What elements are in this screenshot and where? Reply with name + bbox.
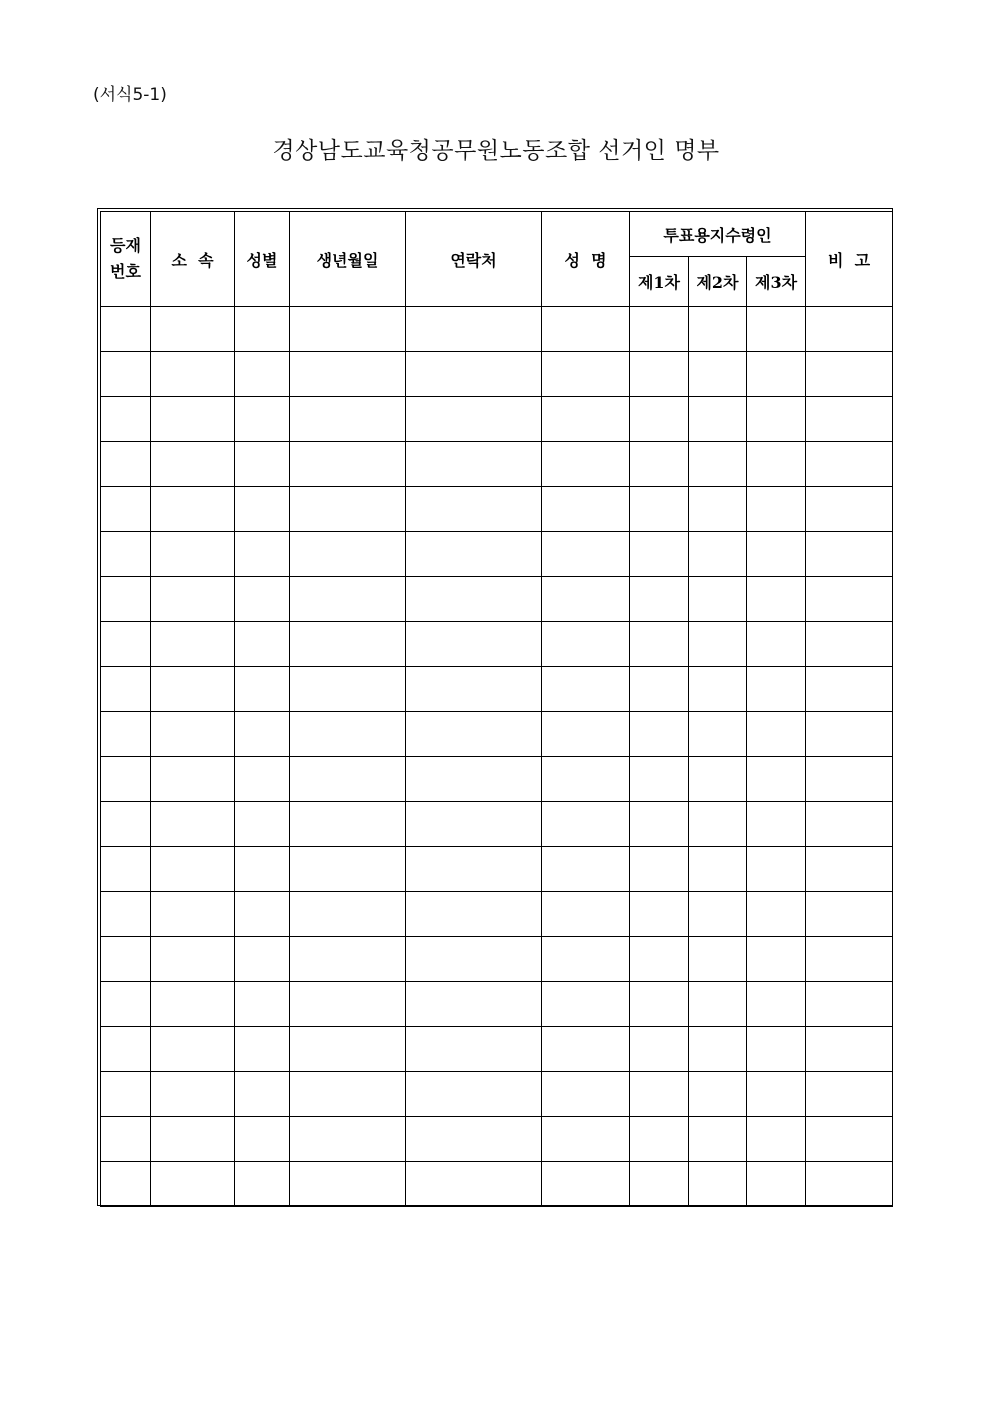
cell-affiliation[interactable]	[151, 1027, 235, 1072]
cell-gender[interactable]	[235, 352, 290, 397]
cell-round-1[interactable]	[630, 1162, 689, 1207]
cell-round-3[interactable]	[747, 802, 806, 847]
cell-round-3[interactable]	[747, 532, 806, 577]
cell-remarks[interactable]	[806, 712, 893, 757]
cell-gender[interactable]	[235, 442, 290, 487]
cell-round-1[interactable]	[630, 577, 689, 622]
cell-birth-date[interactable]	[290, 1027, 406, 1072]
cell-round-2[interactable]	[689, 532, 747, 577]
cell-round-1[interactable]	[630, 307, 689, 352]
cell-round-1[interactable]	[630, 622, 689, 667]
header-contact: 연락처	[406, 212, 542, 307]
header-affiliation: 소 속	[151, 212, 235, 307]
cell-round-2[interactable]	[689, 847, 747, 892]
cell-round-2[interactable]	[689, 397, 747, 442]
cell-round-1[interactable]	[630, 892, 689, 937]
cell-round-1[interactable]	[630, 802, 689, 847]
cell-name[interactable]	[542, 352, 630, 397]
cell-birth-date[interactable]	[290, 937, 406, 982]
cell-round-3[interactable]	[747, 397, 806, 442]
cell-birth-date[interactable]	[290, 577, 406, 622]
table-row	[101, 1027, 893, 1072]
cell-birth-date[interactable]	[290, 667, 406, 712]
cell-round-1[interactable]	[630, 847, 689, 892]
cell-name[interactable]	[542, 712, 630, 757]
cell-contact[interactable]	[406, 1117, 542, 1162]
table-row	[101, 757, 893, 802]
cell-affiliation[interactable]	[151, 757, 235, 802]
cell-contact[interactable]	[406, 577, 542, 622]
cell-round-2[interactable]	[689, 937, 747, 982]
cell-reg-no[interactable]	[101, 1072, 151, 1117]
cell-gender[interactable]	[235, 1072, 290, 1117]
header-gender: 성별	[235, 212, 290, 307]
table-row	[101, 1117, 893, 1162]
cell-remarks[interactable]	[806, 757, 893, 802]
form-code: (서식5-1)	[93, 85, 167, 105]
cell-gender[interactable]	[235, 532, 290, 577]
cell-affiliation[interactable]	[151, 352, 235, 397]
cell-affiliation[interactable]	[151, 982, 235, 1027]
cell-affiliation[interactable]	[151, 532, 235, 577]
cell-name[interactable]	[542, 1027, 630, 1072]
cell-remarks[interactable]	[806, 307, 893, 352]
cell-birth-date[interactable]	[290, 712, 406, 757]
cell-contact[interactable]	[406, 667, 542, 712]
cell-gender[interactable]	[235, 622, 290, 667]
cell-round-3[interactable]	[747, 667, 806, 712]
cell-round-3[interactable]	[747, 1117, 806, 1162]
cell-reg-no[interactable]	[101, 802, 151, 847]
table-row	[101, 847, 893, 892]
cell-round-1[interactable]	[630, 1072, 689, 1117]
table-row	[101, 577, 893, 622]
cell-gender[interactable]	[235, 1162, 290, 1207]
cell-round-1[interactable]	[630, 1117, 689, 1162]
cell-gender[interactable]	[235, 1027, 290, 1072]
cell-gender[interactable]	[235, 667, 290, 712]
cell-affiliation[interactable]	[151, 802, 235, 847]
cell-remarks[interactable]	[806, 577, 893, 622]
cell-name[interactable]	[542, 757, 630, 802]
cell-gender[interactable]	[235, 802, 290, 847]
cell-affiliation[interactable]	[151, 847, 235, 892]
cell-birth-date[interactable]	[290, 757, 406, 802]
cell-round-3[interactable]	[747, 982, 806, 1027]
cell-remarks[interactable]	[806, 982, 893, 1027]
header-row	[101, 212, 893, 257]
cell-affiliation[interactable]	[151, 1072, 235, 1117]
cell-affiliation[interactable]	[151, 487, 235, 532]
cell-round-1[interactable]	[630, 982, 689, 1027]
cell-birth-date[interactable]	[290, 442, 406, 487]
cell-name[interactable]	[542, 847, 630, 892]
cell-birth-date[interactable]	[290, 352, 406, 397]
cell-birth-date[interactable]	[290, 1162, 406, 1207]
cell-round-2[interactable]	[689, 352, 747, 397]
cell-reg-no[interactable]	[101, 577, 151, 622]
cell-affiliation[interactable]	[151, 307, 235, 352]
cell-name[interactable]	[542, 667, 630, 712]
cell-name[interactable]	[542, 892, 630, 937]
cell-contact[interactable]	[406, 307, 542, 352]
cell-birth-date[interactable]	[290, 982, 406, 1027]
cell-contact[interactable]	[406, 802, 542, 847]
cell-reg-no[interactable]	[101, 532, 151, 577]
cell-contact[interactable]	[406, 937, 542, 982]
table-row	[101, 397, 893, 442]
cell-gender[interactable]	[235, 847, 290, 892]
cell-remarks[interactable]	[806, 1162, 893, 1207]
cell-reg-no[interactable]	[101, 1162, 151, 1207]
cell-affiliation[interactable]	[151, 892, 235, 937]
table-row	[101, 307, 893, 352]
cell-round-3[interactable]	[747, 1162, 806, 1207]
cell-contact[interactable]	[406, 1162, 542, 1207]
table-row	[101, 532, 893, 577]
cell-remarks[interactable]	[806, 442, 893, 487]
cell-affiliation[interactable]	[151, 937, 235, 982]
cell-round-2[interactable]	[689, 442, 747, 487]
cell-name[interactable]	[542, 397, 630, 442]
cell-contact[interactable]	[406, 397, 542, 442]
cell-birth-date[interactable]	[290, 1117, 406, 1162]
cell-round-1[interactable]	[630, 712, 689, 757]
cell-remarks[interactable]	[806, 937, 893, 982]
cell-gender[interactable]	[235, 892, 290, 937]
table-row	[101, 667, 893, 712]
cell-remarks[interactable]	[806, 532, 893, 577]
cell-round-2[interactable]	[689, 1117, 747, 1162]
cell-remarks[interactable]	[806, 622, 893, 667]
cell-name[interactable]	[542, 982, 630, 1027]
cell-reg-no[interactable]	[101, 442, 151, 487]
cell-remarks[interactable]	[806, 352, 893, 397]
cell-round-3[interactable]	[747, 307, 806, 352]
cell-reg-no[interactable]	[101, 397, 151, 442]
cell-reg-no[interactable]	[101, 1027, 151, 1072]
header-reg-no-line2: 번호	[110, 262, 141, 281]
header-ballot-recipient: 투표용지수령인	[630, 212, 806, 257]
cell-reg-no[interactable]	[101, 982, 151, 1027]
cell-round-3[interactable]	[747, 847, 806, 892]
cell-contact[interactable]	[406, 712, 542, 757]
cell-round-2[interactable]	[689, 577, 747, 622]
cell-birth-date[interactable]	[290, 487, 406, 532]
cell-gender[interactable]	[235, 307, 290, 352]
cell-round-2[interactable]	[689, 892, 747, 937]
cell-round-1[interactable]	[630, 487, 689, 532]
cell-round-2[interactable]	[689, 1027, 747, 1072]
cell-round-2[interactable]	[689, 757, 747, 802]
cell-reg-no[interactable]	[101, 847, 151, 892]
cell-round-3[interactable]	[747, 712, 806, 757]
cell-round-1[interactable]	[630, 1027, 689, 1072]
cell-contact[interactable]	[406, 442, 542, 487]
cell-round-1[interactable]	[630, 532, 689, 577]
cell-birth-date[interactable]	[290, 847, 406, 892]
header-round-3: 제3차	[747, 257, 806, 307]
cell-contact[interactable]	[406, 1072, 542, 1117]
cell-name[interactable]	[542, 802, 630, 847]
cell-birth-date[interactable]	[290, 622, 406, 667]
cell-remarks[interactable]	[806, 397, 893, 442]
cell-round-1[interactable]	[630, 397, 689, 442]
cell-gender[interactable]	[235, 757, 290, 802]
cell-affiliation[interactable]	[151, 1162, 235, 1207]
cell-reg-no[interactable]	[101, 352, 151, 397]
cell-affiliation[interactable]	[151, 397, 235, 442]
cell-reg-no[interactable]	[101, 937, 151, 982]
cell-name[interactable]	[542, 1117, 630, 1162]
table-row	[101, 352, 893, 397]
cell-birth-date[interactable]	[290, 1072, 406, 1117]
header-reg-no-line1: 등재	[110, 236, 141, 255]
cell-remarks[interactable]	[806, 1027, 893, 1072]
cell-remarks[interactable]	[806, 1072, 893, 1117]
table-row	[101, 937, 893, 982]
cell-remarks[interactable]	[806, 487, 893, 532]
cell-round-3[interactable]	[747, 487, 806, 532]
cell-contact[interactable]	[406, 487, 542, 532]
cell-reg-no[interactable]	[101, 892, 151, 937]
cell-reg-no[interactable]	[101, 487, 151, 532]
cell-round-3[interactable]	[747, 352, 806, 397]
cell-round-2[interactable]	[689, 712, 747, 757]
cell-remarks[interactable]	[806, 892, 893, 937]
cell-birth-date[interactable]	[290, 892, 406, 937]
cell-gender[interactable]	[235, 937, 290, 982]
cell-round-3[interactable]	[747, 442, 806, 487]
voter-roster-table	[100, 211, 893, 1207]
cell-gender[interactable]	[235, 397, 290, 442]
cell-round-2[interactable]	[689, 307, 747, 352]
cell-round-2[interactable]	[689, 487, 747, 532]
cell-gender[interactable]	[235, 1117, 290, 1162]
cell-round-3[interactable]	[747, 757, 806, 802]
cell-round-3[interactable]	[747, 1027, 806, 1072]
cell-affiliation[interactable]	[151, 667, 235, 712]
table-row	[101, 1162, 893, 1207]
cell-contact[interactable]	[406, 982, 542, 1027]
cell-remarks[interactable]	[806, 847, 893, 892]
cell-name[interactable]	[542, 307, 630, 352]
header-reg-no	[101, 212, 151, 307]
cell-affiliation[interactable]	[151, 712, 235, 757]
header-remarks: 비 고	[806, 212, 893, 307]
cell-name[interactable]	[542, 622, 630, 667]
cell-reg-no[interactable]	[101, 622, 151, 667]
cell-gender[interactable]	[235, 712, 290, 757]
cell-reg-no[interactable]	[101, 712, 151, 757]
table-row	[101, 892, 893, 937]
cell-birth-date[interactable]	[290, 307, 406, 352]
cell-round-3[interactable]	[747, 1072, 806, 1117]
cell-affiliation[interactable]	[151, 577, 235, 622]
cell-round-3[interactable]	[747, 937, 806, 982]
cell-affiliation[interactable]	[151, 1117, 235, 1162]
cell-round-1[interactable]	[630, 757, 689, 802]
cell-birth-date[interactable]	[290, 802, 406, 847]
cell-round-2[interactable]	[689, 1072, 747, 1117]
cell-round-1[interactable]	[630, 442, 689, 487]
cell-round-1[interactable]	[630, 352, 689, 397]
cell-name[interactable]	[542, 1162, 630, 1207]
document-title: 경상남도교육청공무원노동조합 선거인 명부	[272, 138, 720, 164]
header-round-2: 제2차	[689, 257, 747, 307]
cell-name[interactable]	[542, 442, 630, 487]
cell-round-3[interactable]	[747, 892, 806, 937]
cell-round-2[interactable]	[689, 982, 747, 1027]
table-row	[101, 442, 893, 487]
cell-affiliation[interactable]	[151, 442, 235, 487]
cell-name[interactable]	[542, 1072, 630, 1117]
voter-roster-table-frame	[97, 208, 893, 1206]
cell-name[interactable]	[542, 487, 630, 532]
cell-reg-no[interactable]	[101, 307, 151, 352]
header-birth-date: 생년월일	[290, 212, 406, 307]
cell-gender[interactable]	[235, 577, 290, 622]
cell-name[interactable]	[542, 577, 630, 622]
cell-round-3[interactable]	[747, 577, 806, 622]
table-row	[101, 712, 893, 757]
cell-remarks[interactable]	[806, 1117, 893, 1162]
cell-round-2[interactable]	[689, 1162, 747, 1207]
cell-reg-no[interactable]	[101, 757, 151, 802]
cell-contact[interactable]	[406, 352, 542, 397]
cell-birth-date[interactable]	[290, 532, 406, 577]
cell-name[interactable]	[542, 532, 630, 577]
cell-gender[interactable]	[235, 982, 290, 1027]
cell-round-1[interactable]	[630, 667, 689, 712]
cell-contact[interactable]	[406, 622, 542, 667]
cell-contact[interactable]	[406, 532, 542, 577]
table-row	[101, 982, 893, 1027]
cell-affiliation[interactable]	[151, 622, 235, 667]
cell-round-2[interactable]	[689, 622, 747, 667]
cell-birth-date[interactable]	[290, 397, 406, 442]
header-round-1: 제1차	[630, 257, 689, 307]
cell-reg-no[interactable]	[101, 1117, 151, 1162]
cell-gender[interactable]	[235, 487, 290, 532]
cell-round-2[interactable]	[689, 802, 747, 847]
cell-round-2[interactable]	[689, 667, 747, 712]
cell-round-3[interactable]	[747, 622, 806, 667]
table-row	[101, 622, 893, 667]
cell-reg-no[interactable]	[101, 667, 151, 712]
cell-contact[interactable]	[406, 757, 542, 802]
table-row	[101, 1072, 893, 1117]
cell-remarks[interactable]	[806, 667, 893, 712]
cell-name[interactable]	[542, 937, 630, 982]
cell-round-1[interactable]	[630, 937, 689, 982]
table-row	[101, 802, 893, 847]
cell-contact[interactable]	[406, 1027, 542, 1072]
table-row	[101, 487, 893, 532]
cell-remarks[interactable]	[806, 802, 893, 847]
cell-contact[interactable]	[406, 892, 542, 937]
header-name: 성 명	[542, 212, 630, 307]
cell-contact[interactable]	[406, 847, 542, 892]
